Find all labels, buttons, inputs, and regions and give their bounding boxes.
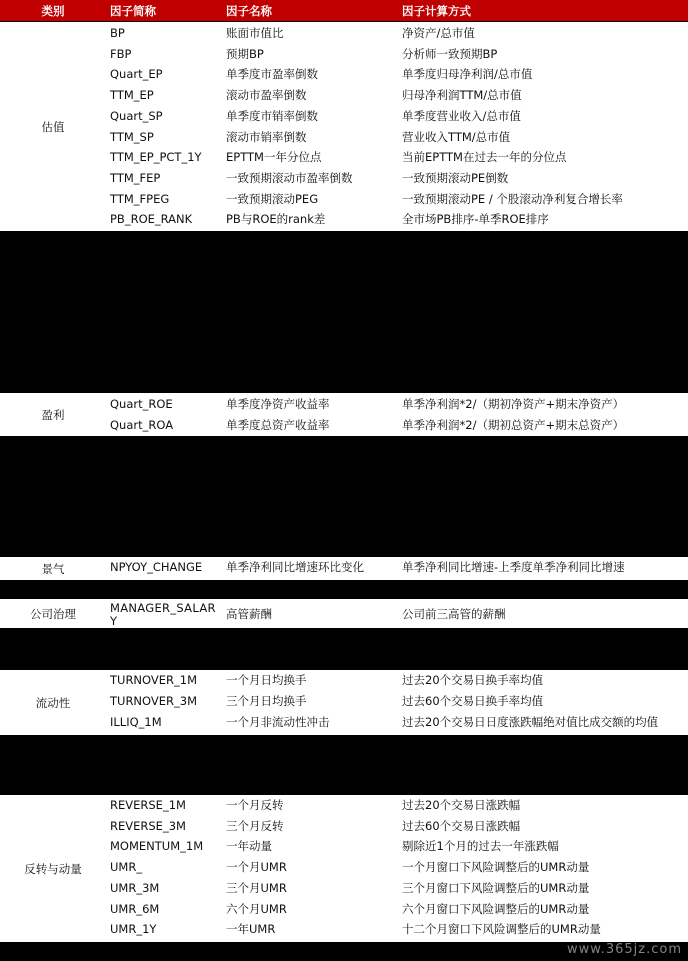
short-name-cell: UMR_6M [110, 901, 160, 916]
table-row [0, 795, 688, 816]
formula-cell: 公司前三高管的薪酬 [402, 607, 506, 621]
table-row [0, 600, 688, 627]
short-name-cell: Quart_ROA [110, 417, 174, 432]
short-name-cell: TTM_EP [110, 88, 154, 103]
watermark: www.365jz.com [567, 942, 682, 957]
short-name-cell: TTM_EP_PCT_1Y [110, 150, 202, 165]
formula-cell: 营业收入TTM/总市值 [402, 129, 511, 144]
formula-cell: 单季度归母净利润/总市值 [402, 67, 533, 82]
table-row [0, 919, 688, 940]
factor-name-cell: EPTTM一年分位点 [226, 150, 322, 165]
table-row [0, 670, 688, 691]
factor-name-cell: 单季净利同比增速环比变化 [226, 560, 364, 574]
factor-name-cell: PB与ROE的rank差 [226, 212, 326, 227]
formula-cell: 三个月窗口下风险调整后的UMR动量 [402, 880, 590, 895]
factor-name-cell: 单季度净资产收益率 [226, 397, 330, 411]
factor-name-cell: 单季度市盈率倒数 [226, 67, 318, 82]
formula-cell: 单季净利润*2/（期初净资产+期末净资产） [402, 397, 625, 411]
short-name-cell: TTM_FEP [110, 170, 161, 185]
table-row [0, 209, 688, 230]
formula-cell: 过去20个交易日换手率均值 [402, 673, 544, 687]
short-name-cell: Quart_SP [110, 108, 163, 123]
factor-name-cell: 一个月反转 [226, 798, 284, 812]
short-name-cell: TTM_FPEG [110, 191, 170, 206]
category-label: 估值 [41, 119, 65, 134]
header-factor-name: 因子名称 [226, 4, 272, 18]
table-row [0, 189, 688, 210]
factor-name-cell: 高管薪酬 [226, 607, 272, 621]
formula-cell: 净资产/总市值 [402, 26, 475, 40]
section-3 [0, 599, 688, 628]
header-formula: 因子计算方式 [402, 4, 471, 18]
factor-name-cell: 单季度总资产收益率 [226, 417, 330, 432]
formula-cell: 一个月窗口下风险调整后的UMR动量 [402, 860, 590, 875]
formula-cell: 单季净利同比增速-上季度单季净利同比增速 [402, 560, 625, 574]
formula-cell: 一致预期滚动PE倒数 [402, 170, 509, 185]
formula-cell: 归母净利润TTM/总市值 [402, 88, 522, 103]
short-name-cell: PB_ROE_RANK [110, 212, 193, 227]
category-label: 公司治理 [30, 606, 76, 621]
formula-cell: 全市场PB排序-单季ROE排序 [402, 212, 549, 227]
short-name-cell: UMR_3M [110, 880, 160, 895]
formula-cell: 过去20个交易日日度涨跌幅绝对值比成交额的均值 [402, 715, 659, 729]
table-row [0, 878, 688, 899]
table-row [0, 106, 688, 127]
factor-name-cell: 一个月UMR [226, 860, 287, 875]
factor-name-cell: 一年动量 [226, 839, 272, 854]
formula-cell: 过去20个交易日涨跌幅 [402, 798, 521, 812]
short-name-cell: MOMENTUM_1M [110, 839, 204, 854]
short-name-cell: MANAGER_SALARY [110, 601, 216, 628]
category-label: 流动性 [35, 695, 71, 710]
table-row [0, 44, 688, 65]
short-name-cell: REVERSE_3M [110, 818, 186, 833]
factor-name-cell: 一致预期滚动PEG [226, 191, 319, 206]
formula-cell: 分析师一致预期BP [402, 46, 498, 61]
header-short-name: 因子简称 [110, 4, 156, 18]
factor-name-cell: 预期BP [226, 46, 264, 61]
formula-cell: 单季度营业收入/总市值 [402, 108, 521, 123]
table-row [0, 168, 688, 189]
formula-cell: 一致预期滚动PE / 个股滚动净利复合增长率 [402, 191, 623, 206]
header-category: 类别 [41, 4, 65, 18]
table-row [0, 85, 688, 106]
table-row [0, 836, 688, 857]
short-name-cell: TURNOVER_3M [110, 694, 197, 708]
formula-cell: 剔除近1个月的过去一年涨跌幅 [402, 839, 559, 854]
short-name-cell: Quart_ROE [110, 397, 173, 411]
formula-cell: 过去60个交易日换手率均值 [402, 694, 544, 708]
table-row [0, 712, 688, 733]
table-row [0, 127, 688, 148]
short-name-cell: REVERSE_1M [110, 798, 186, 812]
factor-name-cell: 一个月日均换手 [226, 673, 307, 687]
table-row [0, 147, 688, 168]
short-name-cell: UMR_ [110, 860, 143, 875]
category-label: 反转与动量 [24, 861, 82, 876]
table-row [0, 415, 688, 436]
section-0 [0, 22, 688, 231]
table-row [0, 557, 688, 578]
short-name-cell: Quart_EP [110, 67, 163, 82]
short-name-cell: ILLIQ_1M [110, 715, 162, 729]
formula-cell: 十二个月窗口下风险调整后的UMR动量 [402, 922, 601, 937]
factor-name-cell: 滚动市盈率倒数 [226, 88, 307, 103]
formula-cell: 单季净利润*2/（期初总资产+期末总资产） [402, 417, 625, 432]
factor-name-cell: 一个月非流动性冲击 [226, 715, 330, 729]
short-name-cell: BP [110, 26, 125, 40]
section-5 [0, 795, 688, 942]
factor-name-cell: 账面市值比 [226, 26, 284, 40]
table-row [0, 23, 688, 44]
table-row [0, 857, 688, 878]
table-row [0, 899, 688, 920]
factor-name-cell: 一致预期滚动市盈率倒数 [226, 170, 353, 185]
category-label: 景气 [41, 561, 65, 576]
table-header [0, 0, 688, 21]
short-name-cell: UMR_1Y [110, 922, 157, 937]
factor-name-cell: 一年UMR [226, 922, 276, 937]
factor-name-cell: 三个月日均换手 [226, 694, 307, 708]
table-row [0, 64, 688, 85]
category-label: 盈利 [41, 407, 65, 422]
short-name-cell: TURNOVER_1M [110, 673, 197, 687]
formula-cell: 过去60个交易日涨跌幅 [402, 818, 521, 833]
formula-cell: 当前EPTTM在过去一年的分位点 [402, 150, 567, 165]
factor-name-cell: 六个月UMR [226, 901, 287, 916]
section-4 [0, 670, 688, 735]
short-name-cell: NPYOY_CHANGE [110, 560, 203, 574]
short-name-cell: FBP [110, 46, 132, 61]
short-name-cell: TTM_SP [110, 129, 154, 144]
table-row [0, 816, 688, 837]
table-row [0, 394, 688, 415]
factor-name-cell: 滚动市销率倒数 [226, 129, 307, 144]
table-row [0, 691, 688, 712]
formula-cell: 六个月窗口下风险调整后的UMR动量 [402, 901, 590, 916]
section-1 [0, 393, 688, 436]
section-2 [0, 557, 688, 580]
factor-name-cell: 三个月UMR [226, 880, 287, 895]
factor-name-cell: 三个月反转 [226, 818, 284, 833]
factor-name-cell: 单季度市销率倒数 [226, 108, 318, 123]
